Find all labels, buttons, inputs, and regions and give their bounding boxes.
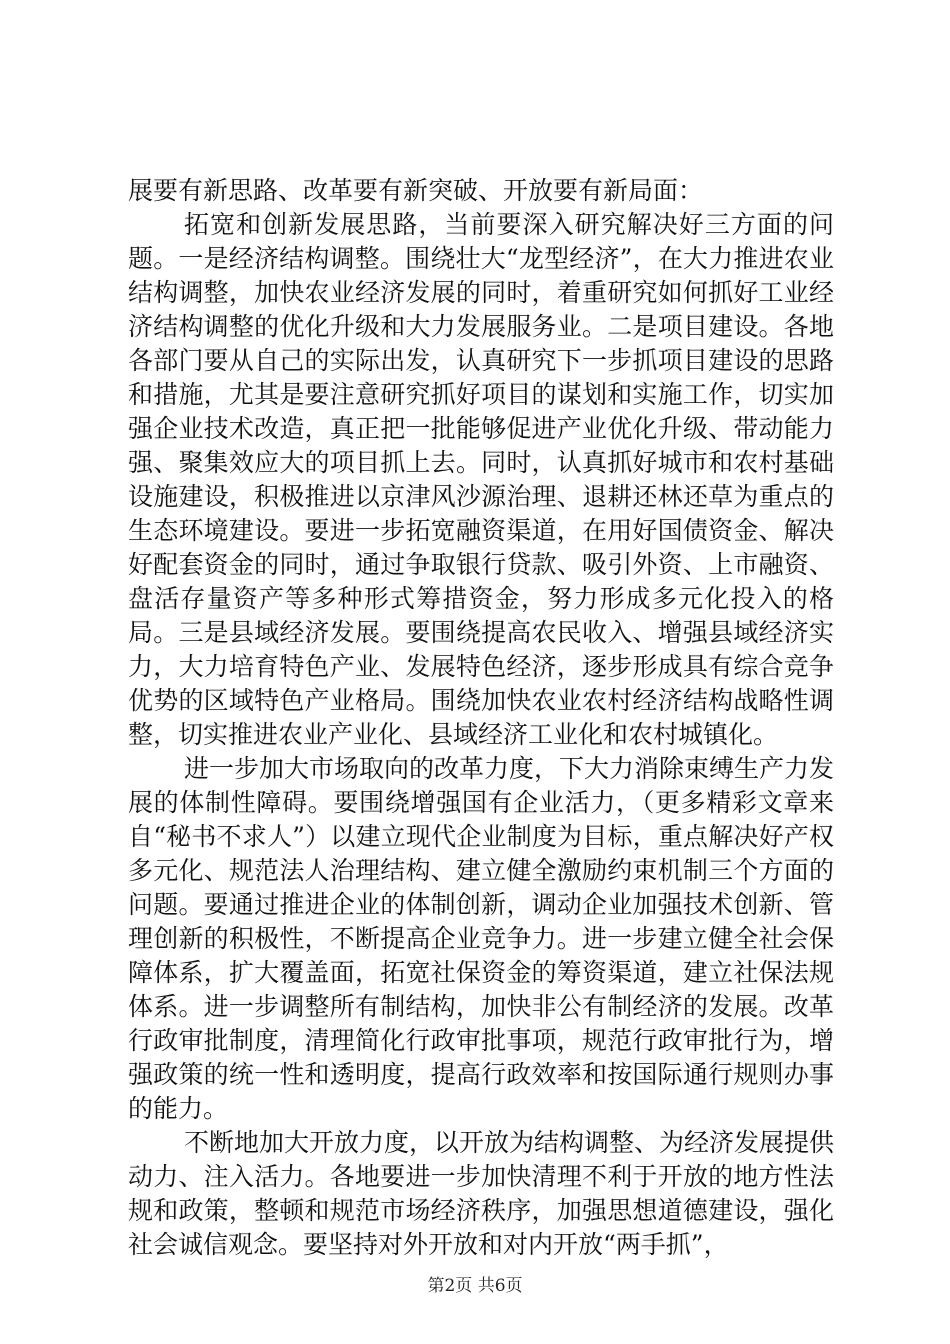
paragraph-development-ideas: 拓宽和创新发展思路，当前要深入研究解决好三方面的问题。一是经济结构调整。围绕壮大“龙型经济”，在大力推进农业结构调整，加快农业经济发展的同时，着重研究如何抓好工业经济结构调整的优化升级和大力发展服务业。二是项目建设。各地各部门要从自己的实际出发，认真研究下一步抓项目建设的思路和措施，尤其是要注意研究抓好项目的谋划和实施工作，切实加强企业技术改造，真正把一批能够促进产业优化升级、带动能力强、聚集效应大的项目抓上去。同时，认真抓好城市和农村基础设施建设，积极推进以京津风沙源治理、退耕还林还草为重点的生态环境建设。要进一步拓宽融资渠道，在用好国债资金、解决好配套资金的同时，通过争取银行贷款、吸引外资、上市融资、盘活存量资产等多种形式筹措资金，努力形成多元化投入的格局。三是县域经济发展。要围绕提高农民收入、增强县域经济实力，大力培育特色产业、发展特色经济，逐步形成具有综合竞争优势的区域特色产业格局。围绕加快农业农村经济结构战略性调整，切实推进农业产业化、县域经济工业化和农村城镇化。 xyxy=(128,210,834,749)
paragraph-opening: 不断地加大开放力度，以开放为结构调整、为经济发展提供动力、注入活力。各地要进一步加快清理不利于开放的地方性法规和政策，整顿和规范市场经济秩序，加强思想道德建设，强化社会诚信观念。要坚持对外开放和对内开放“两手抓”， xyxy=(128,1128,835,1259)
paragraph-reform: 进一步加大市场取向的改革力度，下大力消除束缚生产力发展的体制性障碍。要围绕增强国有企业活力，（更多精彩文章来自“秘书不求人”）以建立现代企业制度为目标，重点解决好产权多元化、规范法人治理结构、建立健全激励约束机制三个方面的问题。要通过推进企业的体制创新，调动企业加强技术创新、管理创新的积极性，不断提高企业竞争力。进一步建立健全社会保障体系，扩大覆盖面，拓宽社保资金的筹资渠道，建立社保法规体系。进一步调整所有制结构，加快非公有制经济的发展。改革行政审批制度，清理简化行政审批事项，规范行政审批行为，增强政策的统一性和透明度，提高行政效率和按国际通行规则办事的能力。 xyxy=(128,754,835,1123)
document-body xyxy=(128,174,834,1262)
page-number-footer: 第2页 共6页 xyxy=(427,1276,523,1296)
paragraph-continuation: 展要有新思路、改革要有新突破、开放要有新局面： xyxy=(128,176,704,205)
